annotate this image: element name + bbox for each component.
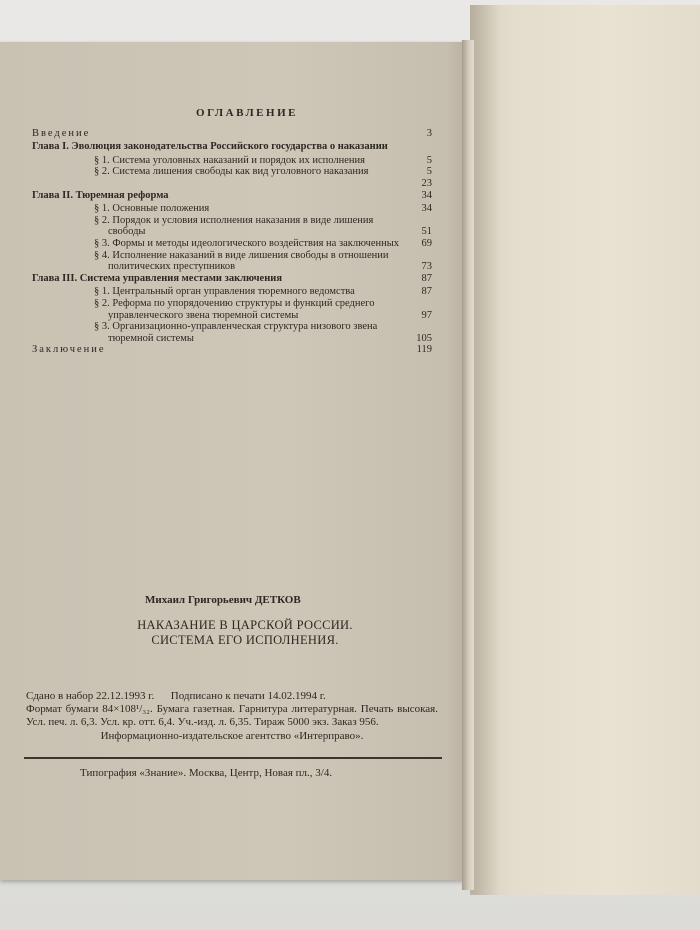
toc-page-number: 5 xyxy=(426,154,432,166)
toc-row xyxy=(32,166,432,178)
table-of-contents xyxy=(32,108,432,358)
toc-entry-text: § 2. Порядок и условия исполнения наказания в виде лишения свободы xyxy=(94,214,374,238)
toc-row xyxy=(32,344,432,356)
toc-title: ОГЛАВЛЕНИЕ xyxy=(196,107,298,119)
toc-entry-text: § 4. Исполнение наказаний в виде лишения свободы в отношении политических преступников xyxy=(94,249,389,273)
divider-rule xyxy=(24,757,442,759)
toc-page-number: 69 xyxy=(421,237,432,249)
toc-entry-text: § 2. Реформа по упорядочению структуры и функций среднего управленческого звена тюремной системы xyxy=(94,297,375,321)
toc-entry-text: § 2. Система лишения свободы как вид уголовного наказания xyxy=(94,166,369,178)
toc-entry-text: § 1. Система уголовных наказаний и порядок их исполнения xyxy=(94,154,365,166)
toc-entry-text: Глава III. Система управления местами заключения xyxy=(32,272,282,284)
toc-page-number: 34 xyxy=(421,189,432,201)
toc-row xyxy=(32,298,432,321)
toc-page-number: 119 xyxy=(416,344,432,356)
toc-row xyxy=(32,215,432,238)
page-shadow xyxy=(470,5,500,895)
toc-entry-text: Глава II. Тюремная реформа xyxy=(32,189,169,201)
toc-rows xyxy=(32,128,432,358)
toc-page-number: 73 xyxy=(421,261,432,273)
toc-row xyxy=(32,155,432,167)
toc-entry-text: § 3. Формы и методы идеологического воздействия на заключенных xyxy=(94,237,400,249)
toc-row xyxy=(32,250,432,273)
toc-entry-text: § 1. Основные положения xyxy=(94,203,210,215)
imprint xyxy=(26,690,438,743)
toc-page-number: 23 xyxy=(421,177,432,189)
book-title-line-2: СИСТЕМА ЕГО ИСПОЛНЕНИЯ. xyxy=(151,633,339,647)
toc-page-number: 97 xyxy=(421,309,432,321)
toc-page-number: 87 xyxy=(421,286,432,298)
toc-row xyxy=(32,203,432,215)
printer-info: Типография «Знание». Москва, Центр, Новая пл., 3/4. xyxy=(80,767,333,779)
book-title xyxy=(110,618,380,648)
book-title-line-1: НАКАЗАНИЕ В ЦАРСКОЙ РОССИИ. xyxy=(137,618,353,632)
toc-page-number: 105 xyxy=(416,332,432,344)
toc-row xyxy=(32,128,432,140)
toc-row xyxy=(32,286,432,298)
toc-row xyxy=(32,178,432,190)
toc-row xyxy=(32,238,432,250)
right-page xyxy=(470,5,700,895)
imprint-line-2: Формат бумаги 84×108¹/₃₂. Бумага газетная. Гарнитура литературная. Печать высокая. Усл. печ. л. 6,3. Усл. кр. отт. 6,4. Уч.-изд. л. 6,35. Тираж 5000 экз. Заказ 956. xyxy=(26,703,438,729)
toc-entry-text: Заключение xyxy=(32,344,106,356)
toc-page-number: 3 xyxy=(426,127,432,139)
toc-entry-text: Введение xyxy=(32,127,91,139)
toc-page-number: 5 xyxy=(426,166,432,178)
imprint-line-3: Информационно-издательское агентство «Интерправо». xyxy=(100,729,364,742)
toc-page-number: 51 xyxy=(421,226,432,238)
toc-entry-text: § 3. Организационно-управленческая структура низового звена тюремной системы xyxy=(94,321,378,344)
toc-row xyxy=(32,141,432,153)
toc-row xyxy=(32,321,432,344)
toc-entry-text: Глава I. Эволюция законодательства Российского государства о наказании xyxy=(32,141,388,153)
toc-page-number: 34 xyxy=(421,203,432,215)
author-name: Михаил Григорьевич ДЕТКОВ xyxy=(145,594,301,606)
toc-page-number: 87 xyxy=(421,272,432,284)
book-gutter xyxy=(462,40,474,890)
imprint-line-1: Сдано в набор 22.12.1993 г. Подписано к печати 14.02.1994 г. xyxy=(26,690,326,702)
toc-row xyxy=(32,273,432,285)
toc-row xyxy=(32,190,432,202)
toc-entry-text: § 1. Центральный орган управления тюремного ведомства xyxy=(94,286,355,298)
